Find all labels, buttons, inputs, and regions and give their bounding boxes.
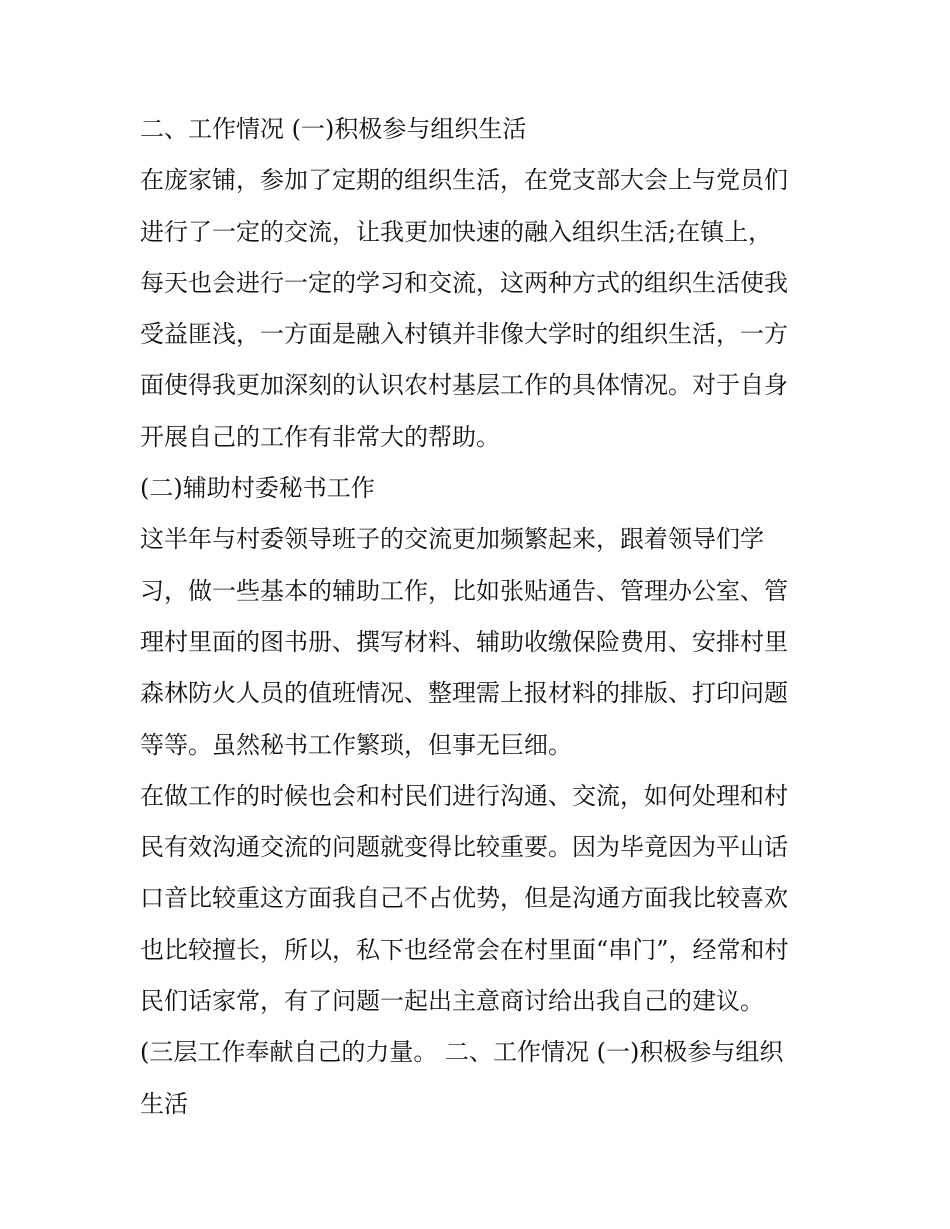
paragraph-line: 民有效沟通交流的问题就变得比较重要。因为毕竟因为平山话 — [140, 833, 788, 862]
paragraph-line: (三层工作奉献自己的力量。 二、工作情况 (一)积极参与组织 — [140, 1038, 784, 1067]
paragraph-line: 面使得我更加深刻的认识农村基层工作的具体情况。对于自身 — [140, 371, 788, 400]
paragraph-line: 这半年与村委领导班子的交流更加频繁起来，跟着领导们学 — [140, 525, 764, 554]
heading-secretary-work: (二)辅助村委秘书工作 — [140, 474, 375, 503]
paragraph-line: 理村里面的图书册、撰写材料、辅助收缴保险费用、安排村里 — [140, 627, 788, 656]
paragraph-line: 每天也会进行一定的学习和交流，这两种方式的组织生活使我 — [140, 268, 788, 297]
paragraph-line: 进行了一定的交流，让我更加快速的融入组织生活;在镇上， — [140, 217, 773, 246]
paragraph-line: 习，做一些基本的辅助工作，比如张贴通告、管理办公室、管 — [140, 576, 788, 605]
document-page — [140, 104, 820, 1130]
paragraph-line: 在庞家铺，参加了定期的组织生活，在党支部大会上与党员们 — [140, 166, 788, 195]
paragraph-line: 在做工作的时候也会和村民们进行沟通、交流，如何处理和村 — [140, 781, 788, 810]
heading-work-situation: 二、工作情况 (一)积极参与组织生活 — [140, 115, 527, 143]
paragraph-line: 也比较擅长，所以，私下也经常会在村里面“串门”，经常和村 — [140, 935, 789, 964]
paragraph-line: 口音比较重这方面我自己不占优势，但是沟通方面我比较喜欢 — [140, 884, 788, 913]
paragraph-line: 等等。虽然秘书工作繁琐，但事无巨细。 — [140, 730, 572, 759]
paragraph-line: 开展自己的工作有非常大的帮助。 — [140, 422, 500, 451]
paragraph-line: 受益匪浅，一方面是融入村镇并非像大学时的组织生活，一方 — [140, 320, 788, 349]
paragraph-line: 森林防火人员的值班情况、整理需上报材料的排版、打印问题 — [140, 679, 788, 708]
paragraph-line: 生活 — [140, 1089, 188, 1118]
paragraph-line: 民们话家常，有了问题一起出主意商讨给出我自己的建议。 — [140, 987, 764, 1016]
